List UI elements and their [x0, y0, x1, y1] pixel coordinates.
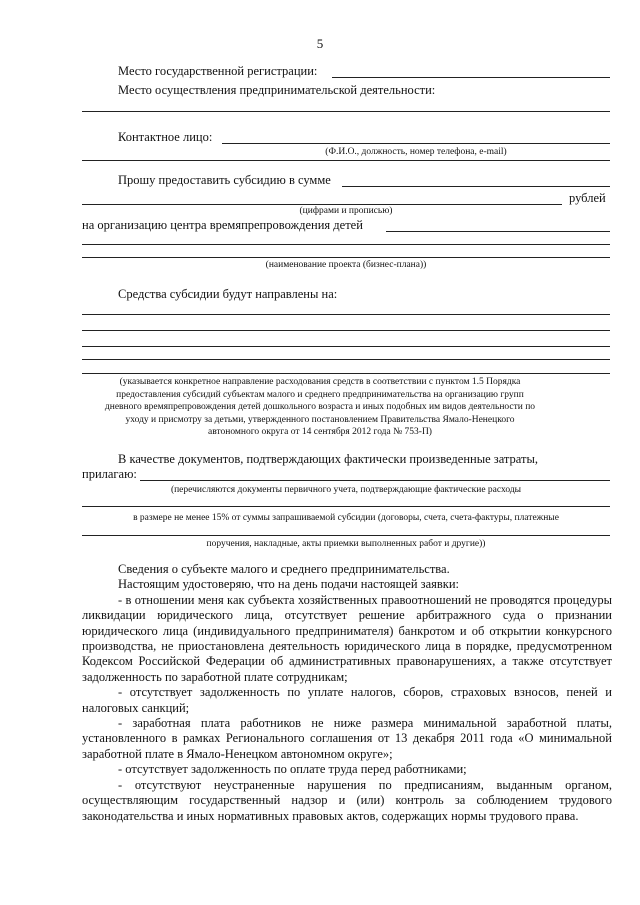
direction-note: (указывается конкретное направление расходования средств в соответствии с пунктом 1.5 Порядка предоставления субсидий субъектам малого и среднего предпринимательства на организацию групп дневного времяпрепровождения детей дошкольного возраста и иных подобных им видов деятельности по уходу и присмотру за детьми, утвержденного постановлением Правительства Ямало-Ненецкого автономного округа от 14 сентября 2012 года № 753-П) — [104, 377, 536, 437]
statements-block — [82, 562, 612, 824]
statement-liquidation: - в отношении меня как субъекта хозяйственных правоотношений не проводятся процедуры ликвидации юридического лица, отсутствует решение арбитражного суда о признании юридического лица (индивидуального предпринимателя) банкротом и об открытии конкурсного производства, не приостановлена деятельность юридического лица в порядке, предусмотренном Кодексом Российской Федерации об административных правонарушениях, а также отсутствует задолженность по заработной плате сотрудникам; — [82, 592, 612, 684]
contact-caption: (Ф.И.О., должность, номер телефона, e-mail) — [325, 147, 507, 157]
documents-label: В качестве документов, подтверждающих фактически произведенные затраты, — [118, 452, 539, 466]
currency-label: рублей — [569, 191, 606, 205]
project-field-3[interactable] — [82, 257, 610, 258]
statement-certify: Настоящим удостоверяю, что на день подачи настоящей заявки: — [118, 577, 460, 592]
contact-person-field-2[interactable] — [82, 160, 610, 161]
contact-person-field[interactable] — [222, 143, 610, 144]
statement-wage-debt: - отсутствует задолженность по оплате труда перед работниками; — [118, 762, 467, 777]
registration-place-label: Место государственной регистрации: — [118, 64, 318, 78]
contact-person-label: Контактное лицо: — [118, 130, 213, 144]
page-number: 5 — [316, 36, 324, 51]
activity-place-label: Место осуществления предпринимательской деятельности: — [118, 83, 436, 97]
project-field-2[interactable] — [82, 244, 610, 245]
funds-field-5[interactable] — [82, 373, 610, 374]
subsidy-request-label: Прошу предоставить субсидию в сумме — [118, 173, 331, 187]
statement-min-wage: - заработная плата работников не ниже размера минимальной заработной платы, установленного в рамках Регионального соглашения от 13 декабря 2011 года «О минимальной заработной плате в Ямало-Ненецком автономном округе»; — [82, 716, 612, 761]
documents-caption-2: в размере не менее 15% от суммы запрашиваемой субсидии (договоры, счета, счета-фактуры, платежные — [133, 513, 559, 523]
funds-directed-label: Средства субсидии будут направлены на: — [118, 287, 338, 301]
documents-field-2[interactable] — [82, 506, 610, 507]
purpose-label: на организацию центра времяпрепровождения детей — [82, 218, 363, 232]
statement-taxes: - отсутствует задолженность по уплате налогов, сборов, страховых взносов, пеней и налоговых санкций; — [82, 685, 612, 715]
funds-field-4[interactable] — [82, 359, 610, 360]
project-field[interactable] — [386, 231, 610, 232]
documents-attach-label: прилагаю: — [82, 467, 137, 481]
funds-field-2[interactable] — [82, 330, 610, 331]
statement-violations: - отсутствуют неустраненные нарушения по предписаниям, выданным органом, осуществляющим государственный надзор и (или) контроль за соблюдением трудового законодательства и иных нормативных правовых актов, содержащих нормы трудового права. — [82, 777, 612, 823]
activity-place-field[interactable] — [82, 111, 610, 112]
documents-caption-3: поручения, накладные, акты приемки выполненных работ и другие)) — [206, 539, 486, 549]
statement-intro: Сведения о субъекте малого и среднего предпринимательства. — [118, 562, 450, 576]
registration-place-field[interactable] — [332, 77, 610, 78]
documents-field-3[interactable] — [82, 535, 610, 536]
project-caption: (наименование проекта (бизнес-плана)) — [265, 260, 427, 270]
documents-caption-1: (перечисляются документы первичного учета, подтверждающие фактические расходы — [170, 485, 522, 495]
funds-field-3[interactable] — [82, 346, 610, 347]
subsidy-amount-field[interactable] — [342, 186, 610, 187]
amount-caption: (цифрами и прописью) — [299, 206, 393, 216]
funds-field-1[interactable] — [82, 314, 610, 315]
documents-field-1[interactable] — [140, 480, 610, 481]
